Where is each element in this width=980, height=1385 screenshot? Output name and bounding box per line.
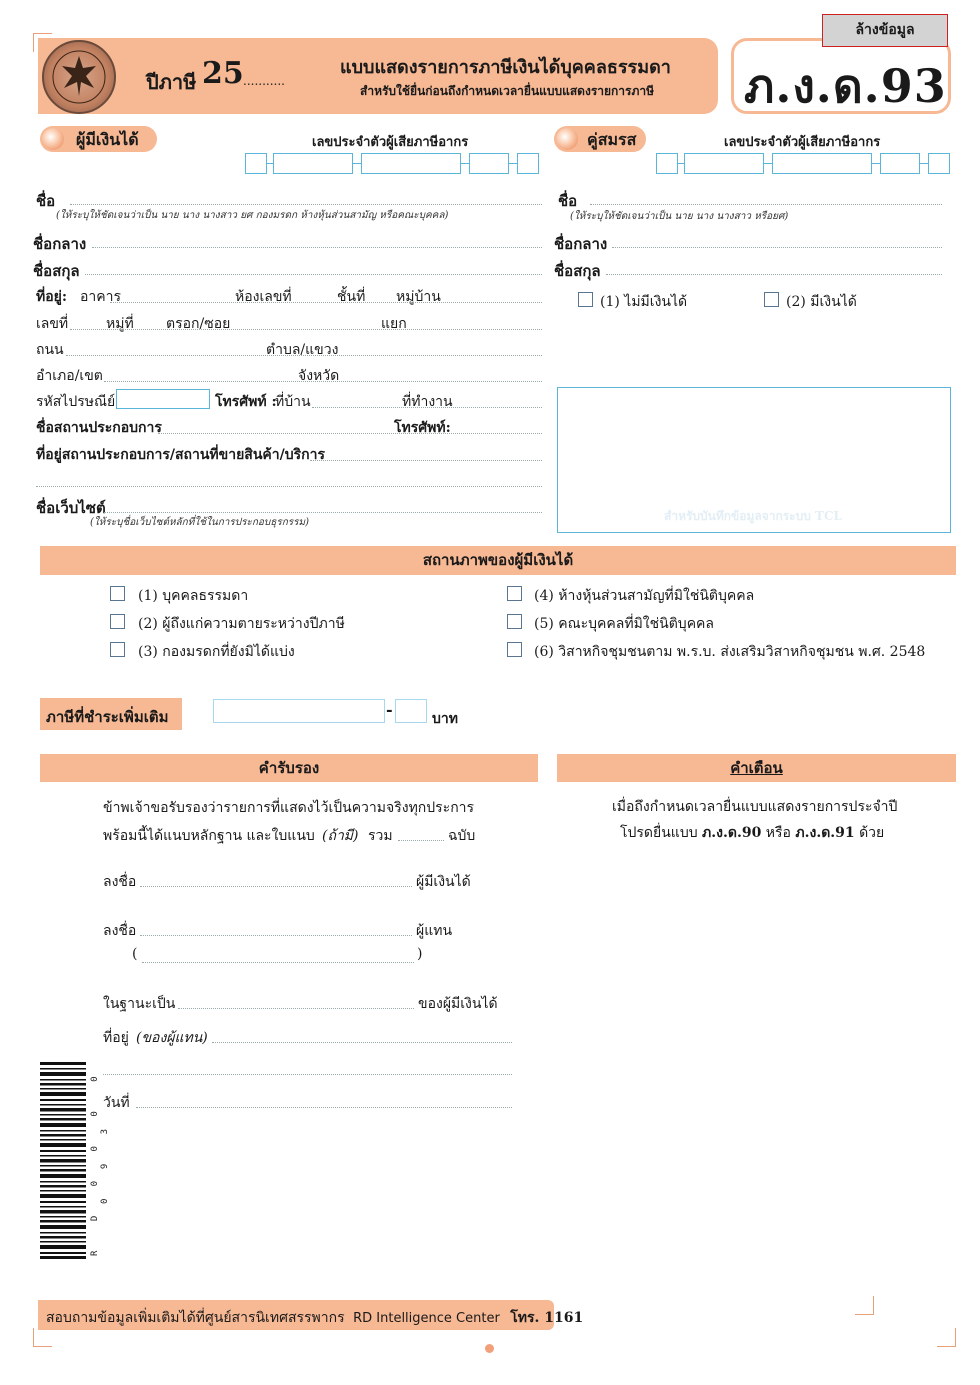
subdistrict-label: ตำบล/แขวง xyxy=(266,342,339,358)
taxpayer-name-label: ชื่อ xyxy=(36,192,56,210)
business-name-field[interactable] xyxy=(158,433,542,434)
status-checkbox-6[interactable] xyxy=(507,642,522,657)
spouse-no-income-checkbox[interactable] xyxy=(578,292,593,307)
status-checkbox-5[interactable] xyxy=(507,614,522,629)
moo-label: หมู่ที่ xyxy=(106,316,134,332)
form-code: ภ.ง.ด.93 xyxy=(744,59,947,113)
barcode xyxy=(40,1060,86,1260)
status-checkbox-1[interactable] xyxy=(110,586,125,601)
warning-line-2a: โปรดยื่นแบบ xyxy=(620,825,698,841)
home-phone-label: ที่บ้าน xyxy=(275,394,311,410)
agent-name-paren-open: ( xyxy=(132,946,138,962)
cert-line-1: ข้าพเจ้าขอรับรองว่ารายการที่แสดงไว้เป็นความจริงทุกประการ xyxy=(103,800,475,816)
room-label: ห้องเลขที่ xyxy=(235,289,292,305)
taxpayer-name-field[interactable] xyxy=(70,204,542,205)
spouse-surname-label: ชื่อสกุล xyxy=(554,262,601,280)
footer-text xyxy=(46,1307,583,1329)
clear-button[interactable]: ล้างข้อมูล xyxy=(822,14,948,47)
tax-year-value: 25 xyxy=(202,56,244,91)
date-label: วันที่ xyxy=(103,1095,130,1111)
status-option-5: (5) คณะบุคคลที่มิใช่นิติบุคคล xyxy=(534,616,715,632)
tax-year-label: ปีภาษี xyxy=(146,70,197,94)
sign-label-2: ลงชื่อ xyxy=(103,923,137,939)
cert-line-2d: ฉบับ xyxy=(448,828,476,844)
spouse-middle-name-label: ชื่อกลาง xyxy=(554,235,608,253)
village-label: หมู่บ้าน xyxy=(396,289,441,305)
date-field[interactable] xyxy=(136,1107,512,1108)
warning-form91: ภ.ง.ด.91 xyxy=(795,825,855,841)
additional-tax-input[interactable] xyxy=(213,699,385,723)
cert-line-2a: พร้อมนี้ได้แนบหลักฐาน และใบแนบ xyxy=(103,828,315,844)
agent-address-field-2[interactable] xyxy=(103,1074,512,1075)
soi-label: ตรอก/ซอย xyxy=(166,316,231,332)
status-checkbox-3[interactable] xyxy=(110,642,125,657)
agent-name-paren-close: ) xyxy=(417,946,423,962)
taxpayer-sign-role: ผู้มีเงินได้ xyxy=(416,874,471,890)
tcl-record-note: สำหรับบันทึกข้อมูลจากระบบ TCL xyxy=(664,509,842,523)
warning-line-1: เมื่อถึงกำหนดเวลายื่นแบบแสดงรายการประจำปี xyxy=(612,799,898,815)
spouse-tin-input[interactable] xyxy=(656,153,950,174)
website-hint: (ให้ระบุชื่อเว็บไซต์หลักที่ใช้ในการประกอบธุรกรรม) xyxy=(90,517,310,528)
spouse-section-label: คู่สมรส xyxy=(587,130,637,149)
phone-label: โทรศัพท์ : xyxy=(215,394,277,410)
warning-or: หรือ xyxy=(765,825,791,841)
warning-heading xyxy=(557,754,956,782)
taxpayer-surname-label: ชื่อสกุล xyxy=(33,262,80,280)
spouse-has-income-label: (2) มีเงินได้ xyxy=(786,294,857,310)
agent-name-field[interactable] xyxy=(142,962,414,963)
taxpayer-tin-label: เลขประจำตัวผู้เสียภาษีอากร xyxy=(312,135,469,150)
warning-line-2b: ด้วย xyxy=(859,825,885,841)
agent-signature-field[interactable] xyxy=(140,935,412,936)
additional-tax-unit: บาท xyxy=(432,711,458,727)
spouse-name-field[interactable] xyxy=(590,204,942,205)
business-address-field-2[interactable] xyxy=(36,486,542,487)
district-label: อำเภอ/เขต xyxy=(36,368,103,384)
address-line-4[interactable] xyxy=(104,381,542,382)
taxpayer-section-label: ผู้มีเงินได้ xyxy=(76,130,139,149)
spouse-name-hint: (ให้ระบุให้ชัดเจนว่าเป็น นาย นาง นางสาว หรือยศ) xyxy=(570,211,789,222)
status-checkbox-4[interactable] xyxy=(507,586,522,601)
business-address-field-1[interactable] xyxy=(310,460,542,461)
cert-line-2c: รวม xyxy=(368,828,393,844)
postcode-input[interactable] xyxy=(116,389,210,409)
barcode-bars xyxy=(40,1060,86,1260)
footer-info: สอบถามข้อมูลเพิ่มเติมได้ที่ศูนย์สารนิเทศสรรพากร xyxy=(46,1310,345,1326)
agent-address-label: ที่อยู่ xyxy=(103,1030,129,1046)
road-label: ถนน xyxy=(36,342,64,358)
capacity-label: ในฐานะเป็น xyxy=(103,996,176,1012)
spouse-bullet-icon xyxy=(556,128,578,150)
cert-line-2b: (ถ้ามี) xyxy=(322,828,359,844)
agent-address-field-1[interactable] xyxy=(212,1042,512,1043)
business-phone-label: โทรศัพท์: xyxy=(394,420,451,436)
form-subtitle: สำหรับใช้ยื่นก่อนถึงกำหนดเวลายื่นแบบแสดงรายการภาษี xyxy=(360,84,655,98)
spouse-no-income-label: (1) ไม่มีเงินได้ xyxy=(600,294,688,310)
floor-label: ชั้นที่ xyxy=(337,289,366,305)
phone-field[interactable] xyxy=(312,407,542,408)
spouse-has-income-checkbox[interactable] xyxy=(764,292,779,307)
taxpayer-middle-name-field[interactable] xyxy=(92,247,542,248)
status-checkbox-2[interactable] xyxy=(110,614,125,629)
additional-tax-satang-input[interactable] xyxy=(395,699,427,723)
taxpayer-bullet-icon xyxy=(42,128,64,150)
capacity-of-taxpayer: ของผู้มีเงินได้ xyxy=(418,996,498,1012)
agent-address-hint: (ของผู้แทน) xyxy=(136,1030,208,1046)
status-option-3: (3) กองมรดกที่ยังมิได้แบ่ง xyxy=(138,644,295,660)
footer-center: RD Intelligence Center xyxy=(353,1311,500,1326)
taxpayer-middle-name-label: ชื่อกลาง xyxy=(33,235,87,253)
garuda-emblem-icon xyxy=(44,42,114,112)
address-line-1[interactable] xyxy=(110,302,542,303)
spouse-middle-name-field[interactable] xyxy=(612,247,942,248)
junction-label: แยก xyxy=(381,316,407,332)
address-line-2[interactable] xyxy=(70,329,542,330)
address-label: ที่อยู่: xyxy=(36,289,68,305)
website-label: ชื่อเว็บไซต์ xyxy=(36,499,106,517)
tax-year-dots: ........... xyxy=(243,74,285,88)
form-title: แบบแสดงรายการภาษีเงินได้บุคคลธรรมดา xyxy=(340,57,671,78)
business-address-label: ที่อยู่สถานประกอบการ/สถานที่ขายสินค้า/บริการ xyxy=(36,447,325,463)
taxpayer-name-hint: (ให้ระบุให้ชัดเจนว่าเป็น นาย นาง นางสาว ยศ กองมรดก ห้างหุ้นส่วนสามัญ หรือคณะบุคคล) xyxy=(56,210,449,221)
attachment-count-field[interactable] xyxy=(398,840,444,841)
crop-mark-bottom-left xyxy=(33,1328,52,1347)
status-option-6: (6) วิสาหกิจชุมชนตาม พ.ร.บ. ส่งเสริมวิสาหกิจชุมชน พ.ศ. 2548 xyxy=(534,644,926,660)
crop-mark-mid-right xyxy=(855,1296,874,1315)
taxpayer-surname-field[interactable] xyxy=(85,274,542,275)
taxpayer-tin-input[interactable] xyxy=(245,153,539,174)
warning-heading-text: คำเตือน xyxy=(730,759,783,777)
number-label: เลขที่ xyxy=(36,316,69,332)
footer-phone: โทร. 1161 xyxy=(510,1310,584,1326)
status-option-4: (4) ห้างหุ้นส่วนสามัญที่มิใช่นิติบุคคล xyxy=(534,588,755,604)
status-option-2: (2) ผู้ถึงแก่ความตายระหว่างปีภาษี xyxy=(138,616,345,632)
business-name-label: ชื่อสถานประกอบการ xyxy=(36,420,162,436)
registration-dot xyxy=(485,1344,494,1353)
spouse-name-label: ชื่อ xyxy=(558,192,578,210)
postcode-label: รหัสไปรษณีย์ xyxy=(36,394,116,410)
building-label: อาคาร xyxy=(80,289,122,305)
additional-tax-label: ภาษีที่ชำระเพิ่มเติม xyxy=(46,708,169,726)
certification-heading: คำรับรอง xyxy=(40,754,538,782)
warning-line-2 xyxy=(620,822,884,844)
sign-label-1: ลงชื่อ xyxy=(103,874,137,890)
taxpayer-signature-field[interactable] xyxy=(140,886,412,887)
additional-tax-dash: - xyxy=(386,700,393,719)
spouse-tin-label: เลขประจำตัวผู้เสียภาษีอากร xyxy=(724,135,881,150)
agent-sign-role: ผู้แทน xyxy=(416,923,453,939)
revenue-seal xyxy=(42,40,116,114)
warning-form90: ภ.ง.ด.90 xyxy=(702,825,762,841)
address-line-3[interactable] xyxy=(66,355,542,356)
barcode-text: R D 0 0 0 0 0 9 3 xyxy=(90,1064,110,1256)
work-phone-label: ที่ทำงาน xyxy=(402,394,453,410)
capacity-field[interactable] xyxy=(178,1008,414,1009)
website-field[interactable] xyxy=(104,512,542,513)
status-option-1: (1) บุคคลธรรมดา xyxy=(138,588,249,604)
province-label: จังหวัด xyxy=(298,368,340,384)
spouse-surname-field[interactable] xyxy=(606,274,942,275)
status-heading: สถานภาพของผู้มีเงินได้ xyxy=(40,546,956,575)
crop-mark-bottom-right xyxy=(937,1328,956,1347)
